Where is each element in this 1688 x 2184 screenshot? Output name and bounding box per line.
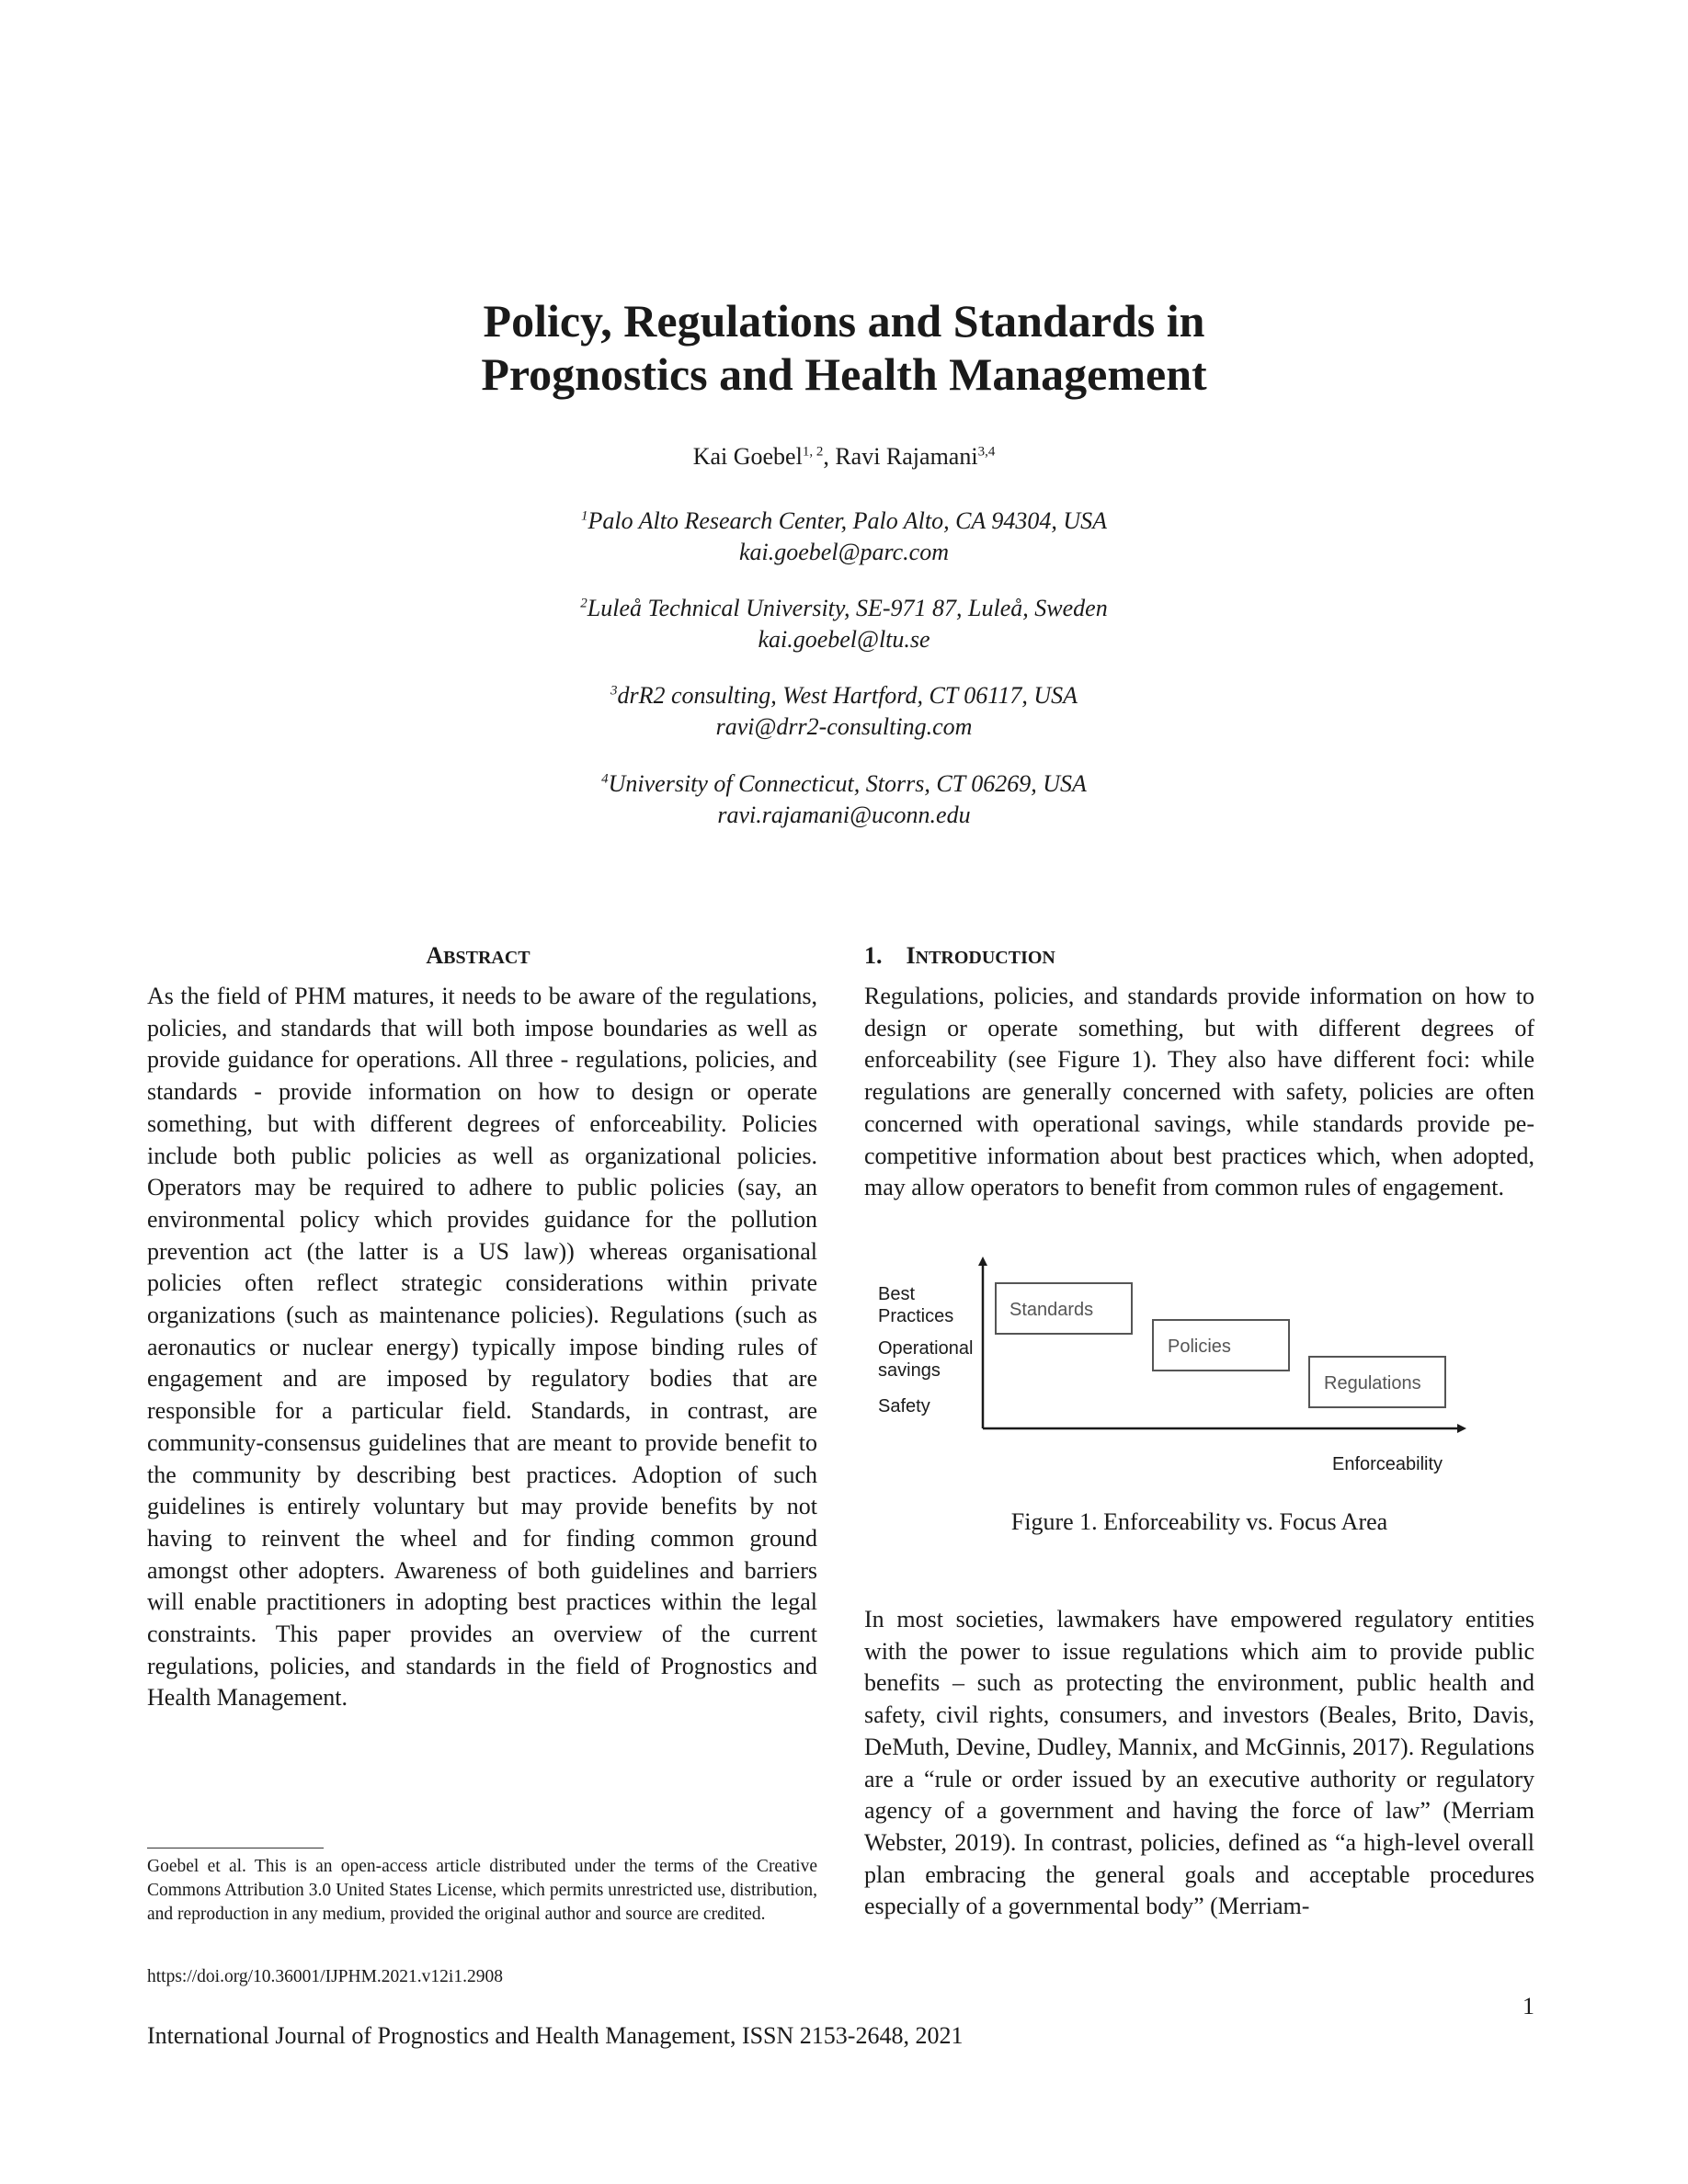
affiliation-email: kai.goebel@parc.com bbox=[739, 539, 949, 565]
affiliation-address: University of Connecticut, Storrs, CT 06269, USA bbox=[608, 770, 1087, 797]
abstract-heading: ABSTRACT bbox=[426, 942, 530, 969]
author-affiliation-marker: 1, 2 bbox=[802, 444, 824, 460]
affiliation-3 bbox=[0, 680, 1688, 743]
abstract-body bbox=[147, 981, 817, 1714]
y-label-operational: Operational bbox=[878, 1338, 974, 1359]
affiliation-marker: 1 bbox=[581, 508, 588, 524]
standards-box-label: Standards bbox=[1009, 1300, 1094, 1320]
affiliation-email: ravi@drr2-consulting.com bbox=[715, 713, 973, 740]
license-footnote: Goebel et al. This is an open-access article distributed under the terms of the Creative Commons Attribution 3.0 United States License, which permits unrestricted use, distribution, and reproduction in any medium, provided the original author and source are credited. bbox=[147, 1857, 817, 1924]
figure-caption: Figure 1. Enforceability vs. Focus Area bbox=[1010, 1508, 1388, 1535]
introduction-paragraph-1: Regulations, policies, and standards provide information on how to design or operate something, but with different degrees of enforceability (see Figure 1). They also have different foci: while regulations are generally concerned with safety, policies are often concerned with operational savings, while standards provide pe-competitive information about best practices which, when adopted, may allow operators to benefit from common rules of engagement. bbox=[864, 983, 1534, 1201]
journal-footer: International Journal of Prognostics and Health Management, ISSN 2153-2648, 2021 bbox=[147, 2022, 964, 2049]
page-number: 1 bbox=[1523, 1993, 1534, 2019]
affiliation-marker: 4 bbox=[601, 771, 609, 787]
x-label-enforceability: Enforceability bbox=[1332, 1454, 1443, 1474]
author-name: Ravi Rajamani bbox=[835, 443, 978, 470]
affiliation-4 bbox=[0, 768, 1688, 831]
affiliation-address: Palo Alto Research Center, Palo Alto, CA 94304, USA bbox=[587, 507, 1107, 534]
y-label-savings: savings bbox=[878, 1360, 941, 1381]
title-line-1: Policy, Regulations and Standards in bbox=[483, 295, 1205, 347]
introduction-paragraph-2: In most societies, lawmakers have empowered regulatory entities with the power to issue regulations which aim to provide public benefits – such as protecting the environment, public health and safety, civil rights, consumers, and investors (Beales, Brito, Davis, DeMuth, Devine, Dudley, Mannix, and McGinnis, 2017). Regulations are a “rule or order issued by an executive authority or regulatory agency of a government and having the force of law” (Merriam Webster, 2019). In contrast, policies, defined as “a high-level overall plan embracing the general goals and acceptable procedures especially of a governmental body” (Merriam- bbox=[864, 1606, 1534, 1920]
section-number: 1. bbox=[864, 942, 883, 969]
paper-title bbox=[0, 294, 1688, 401]
affiliation-address: Luleå Technical University, SE-971 87, Luleå, Sweden bbox=[587, 595, 1108, 621]
affiliation-2 bbox=[0, 593, 1688, 655]
affiliation-marker: 3 bbox=[610, 683, 618, 699]
author-name: Kai Goebel bbox=[692, 443, 803, 470]
y-label-safety: Safety bbox=[878, 1396, 930, 1416]
regulations-box-label: Regulations bbox=[1324, 1373, 1421, 1393]
doi-link[interactable]: https://doi.org/10.36001/IJPHM.2021.v12i1.2908 bbox=[147, 1967, 503, 1986]
author-separator: , bbox=[823, 443, 836, 470]
title-line-2: Prognostics and Health Management bbox=[481, 348, 1207, 400]
y-label-best: Best bbox=[878, 1284, 916, 1304]
introduction-heading: 1. INTRODUCTION bbox=[864, 942, 1055, 969]
affiliation-email: ravi.rajamani@uconn.edu bbox=[717, 802, 971, 828]
y-label-practices: Practices bbox=[878, 1306, 954, 1326]
figure-enforceability-diagram bbox=[864, 1250, 1489, 1480]
affiliation-address: drR2 consulting, West Hartford, CT 06117, USA bbox=[617, 682, 1078, 709]
author-list bbox=[0, 442, 1688, 472]
abstract-paragraph: As the field of PHM matures, it needs to be aware of the regulations, policies, and standards that will both impose boundaries as well as provide guidance for operations. All three - regulations, policies, and standards - provide information on how to design or operate something, but with different degrees of enforceability. Policies include both public policies as well as organizational policies. Operators may be required to adhere to public policies (say, an environmental policy which provides guidance for the pollution prevention act (the latter is a US law)) whereas organisational policies often reflect strategic considerations within private organizations (such as maintenance policies). Regulations (such as aeronautics or nuclear energy) typically impose binding rules of engagement and are imposed by regulatory bodies that are responsible for a particular field. Standards, in contrast, are community-consensus guidelines that are meant to provide benefit to the community by describing best practices. Adoption of such guidelines is entirely voluntary but may provide benefits by not having to reinvent the wheel and for finding common ground amongst other adopters. Awareness of both guidelines and barriers will enable practitioners in adopting best practices within the legal constraints. This paper provides an overview of the current regulations, policies, and standards in the field of Prognostics and Health Management. bbox=[147, 983, 817, 1712]
affiliation-marker: 2 bbox=[580, 596, 587, 611]
policies-box-label: Policies bbox=[1168, 1337, 1231, 1357]
affiliation-1 bbox=[0, 506, 1688, 568]
author-affiliation-marker: 3,4 bbox=[977, 444, 996, 460]
affiliation-email: kai.goebel@ltu.se bbox=[758, 626, 930, 653]
